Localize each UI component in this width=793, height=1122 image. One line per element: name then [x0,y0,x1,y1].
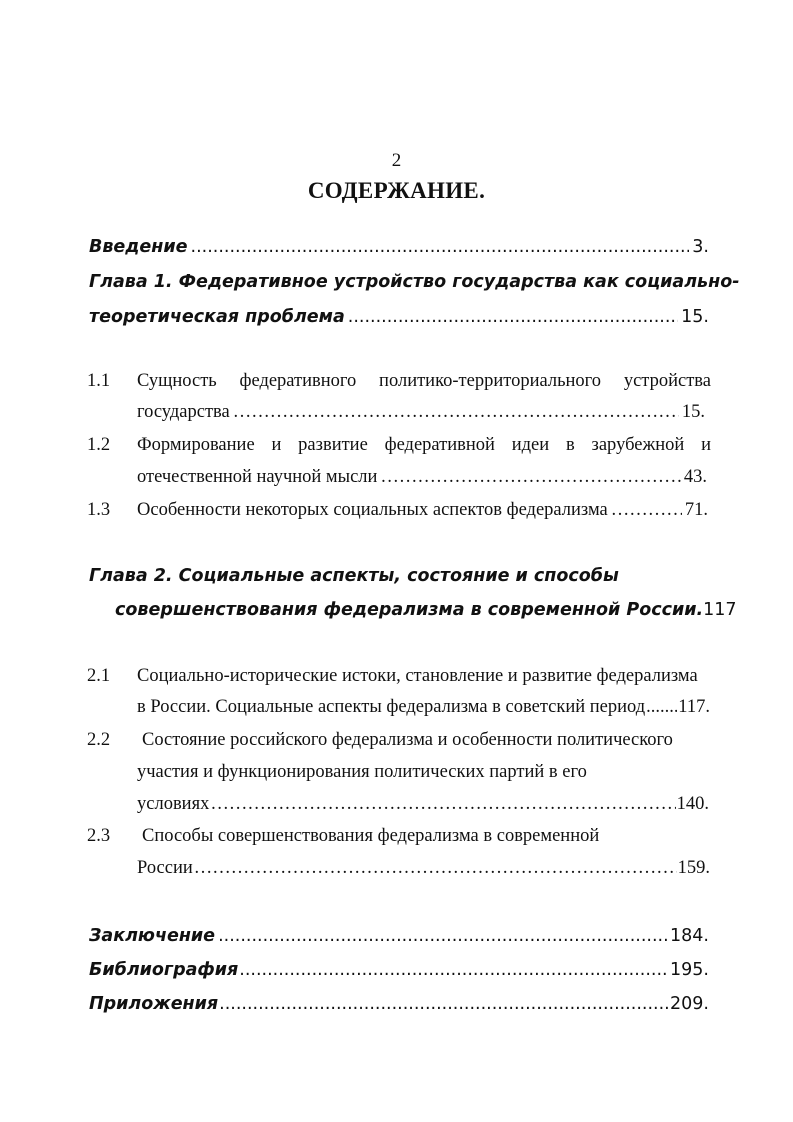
toc-entry-section-2-3 [137,858,710,879]
section-1-2-page: 43. [683,467,707,487]
leader-dots [239,960,669,980]
toc-entry-intro-label: Введение [89,237,188,257]
toc-entry-appendices [89,994,709,1014]
leader-dots [194,858,677,879]
toc-entry-section-2-2 [137,794,709,815]
section-1-3-page: 71. [684,500,708,520]
section-2-3-line2: России [137,858,193,878]
leader-dots [191,237,690,257]
section-2-1-line2: в России. Социальные аспекты федерализма в советский период [137,697,646,717]
page-title: СОДЕРЖАНИЕ. [307,178,486,203]
toc-entry-chapter1 [89,307,709,327]
toc-entry-bibliography-page: 195. [670,960,709,980]
toc-entry-section-1-2 [137,467,707,488]
toc-entry-section-2-1 [137,697,710,718]
leader-dots [218,926,667,946]
section-1-2-line1: Формирование и развитие федеративной идеи в зарубежной и [137,435,711,455]
page-number: 2 [391,150,402,171]
toc-entry-chapter2 [115,600,737,620]
chapter2-title-line2: совершенствования федерализма в современной России. [115,600,704,620]
leader-dots [348,307,678,327]
section-number: 1.1 [87,371,111,391]
section-1-1-line1: Сущность федеративного политико-территориального устройства [137,371,711,391]
leader-dots [219,994,669,1014]
toc-entry-bibliography-label: Библиография [89,960,239,980]
chapter2-title-line1: Глава 2. Социальные аспекты, состояние и способы [89,566,619,586]
section-2-2-line1: Состояние российского федерализма и особенности политического [142,730,673,750]
section-1-1-line2: государства [137,402,230,422]
section-number: 2.3 [87,826,111,846]
chapter1-page: 15. [681,307,709,327]
toc-entry-intro [89,237,709,257]
toc-entry-conclusion-page: 184. [670,926,709,946]
section-1-3-line1: Особенности некоторых социальных аспектов федерализма [137,500,608,520]
chapter1-title-line1: Глава 1. Федеративное устройство государства как социально- [89,272,740,292]
section-2-1-line1: Социально-исторические истоки, становление и развитие федерализма [137,666,698,686]
leader-dots [210,794,675,815]
toc-entry-section-1-3 [137,500,708,521]
leader-dots [233,402,679,423]
section-2-2-page: 140. [676,794,709,814]
section-2-2-line2: участия и функционирования политических партий в его [137,762,587,782]
section-number: 2.1 [87,666,111,686]
section-number: 2.2 [87,730,111,750]
chapter1-title-line2: теоретическая проблема [89,307,345,327]
toc-entry-appendices-label: Приложения [89,994,219,1014]
section-number: 1.3 [87,500,111,520]
toc-entry-section-1-1 [137,402,705,423]
chapter2-page: 117 [703,600,737,620]
section-2-3-line1: Способы совершенствования федерализма в современной [142,826,600,846]
toc-entry-conclusion-label: Заключение [89,926,216,946]
leader-dots [611,500,682,521]
toc-entry-intro-page: 3. [692,237,709,257]
leader-dots [380,467,680,488]
toc-entry-appendices-page: 209. [670,994,709,1014]
leader-dots [646,697,677,718]
section-2-1-page: 117. [678,697,710,717]
section-number: 1.2 [87,435,111,455]
toc-entry-bibliography [89,960,709,980]
section-1-1-page: 15. [681,402,705,422]
section-2-2-line3: условиях [137,794,210,814]
section-1-2-line2: отечественной научной мысли [137,467,378,487]
section-2-3-page: 159. [677,858,710,878]
toc-entry-conclusion [89,926,709,946]
